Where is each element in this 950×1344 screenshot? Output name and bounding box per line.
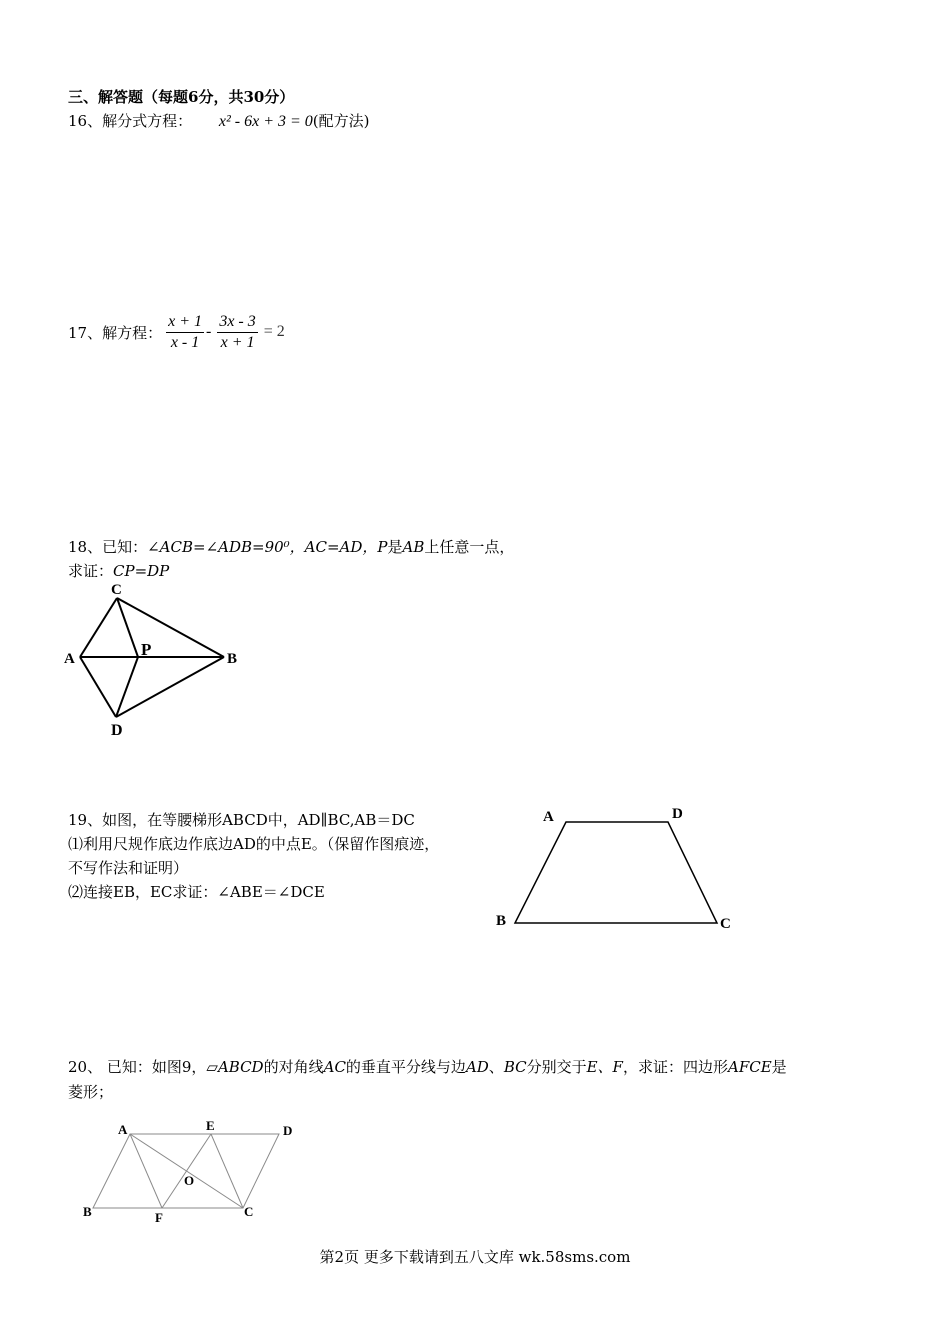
q18-segment-pd	[116, 657, 138, 717]
q18-label-a: A	[64, 651, 75, 667]
q18-prefix: 18、已知：	[68, 538, 148, 556]
q17-frac2-denominator: x + 1	[220, 333, 255, 351]
q19-line-4: ⑵连接EB，EC求证：∠ABE＝∠DCE	[68, 883, 325, 901]
q18-segment-ad	[80, 657, 116, 717]
q17-frac1-denominator: x - 1	[170, 333, 200, 351]
q20-text-e: 是	[771, 1058, 787, 1076]
q18-given: ∠ACB=∠ADB=90⁰，AC=AD，P	[147, 538, 388, 556]
q16-note: (配方法)	[312, 112, 370, 130]
q20-parallelogram-figure	[80, 1118, 310, 1228]
q20-text-b: 的垂直平分线与边	[345, 1058, 466, 1076]
q20-label-o: O	[184, 1173, 195, 1188]
question-18-line-1	[68, 536, 514, 557]
q20-label-b: B	[83, 1204, 92, 1219]
q16-label: 16、解分式方程：	[68, 112, 193, 130]
q17-rhs: = 2	[263, 323, 285, 340]
q20-prefix: 20、 已知：如图9，	[68, 1058, 207, 1076]
question-19	[68, 808, 439, 904]
q18-segment-ac	[80, 598, 117, 657]
q19-line-1: 19、如图，在等腰梯形ABCD中，AD∥BC,AB＝DC	[68, 811, 415, 829]
q20-parallelogram: ▱ABCD	[206, 1058, 264, 1076]
q20-label-e: E	[206, 1118, 215, 1133]
q18-label-d: D	[111, 722, 123, 739]
question-16	[68, 110, 370, 131]
q19-trapezoid	[515, 822, 717, 923]
q18-label-c: C	[111, 582, 122, 598]
q18-ab: AB	[402, 538, 425, 556]
question-17	[68, 309, 285, 355]
q18-label-b: B	[227, 651, 238, 667]
q19-line-2: ⑴利用尺规作底边作底边AD的中点E。（保留作图痕迹，	[68, 835, 440, 853]
q19-trapezoid-figure	[490, 800, 740, 940]
q20-ef: E、F	[586, 1058, 623, 1076]
q17-frac1-numerator: x + 1	[166, 312, 204, 333]
q20-ad: AD	[465, 1058, 489, 1076]
q16-equation: x² - 6x + 3 = 0	[218, 113, 313, 130]
q20-text-a: 的对角线	[263, 1058, 324, 1076]
q20-afce: AFCE	[727, 1058, 772, 1076]
q19-label-a: A	[543, 809, 554, 825]
q20-bc: BC	[503, 1058, 527, 1076]
q20-text-d: ，求证：四边形	[622, 1058, 728, 1076]
q20-sep: 、	[488, 1058, 504, 1076]
q20-label-a: A	[118, 1122, 128, 1137]
q20-segment-ec	[211, 1134, 243, 1208]
q18-prove: CP=DP	[113, 562, 170, 580]
q20-label-f: F	[155, 1210, 163, 1225]
q18-prove-label: 求证：	[68, 562, 114, 580]
q20-segment-ef	[162, 1134, 211, 1208]
q18-label-p: P	[141, 640, 152, 659]
q17-fraction-1	[166, 312, 204, 353]
q20-ac: AC	[323, 1058, 346, 1076]
q20-segment-af	[130, 1134, 162, 1208]
q18-suffix: 上任意一点，	[424, 538, 515, 556]
q19-label-c: C	[720, 916, 731, 932]
q18-figure	[60, 578, 250, 743]
q17-fraction-2	[217, 312, 257, 353]
section-title: 三、解答题（每题6分，共30分）	[68, 88, 295, 106]
q19-label-b: B	[496, 913, 507, 929]
q20-text-c: 分别交于	[526, 1058, 587, 1076]
q17-label: 17、解方程：	[68, 323, 163, 342]
q18-segment-db	[116, 657, 224, 717]
q17-frac2-numerator: 3x - 3	[217, 312, 257, 333]
page-footer: 第2页 更多下载请到五八文库 wk.58sms.com	[319, 1248, 631, 1266]
q20-label-d: D	[283, 1123, 293, 1138]
q18-segment-cb	[117, 598, 224, 657]
q18-mid: 是	[387, 538, 403, 556]
q20-label-c: C	[244, 1204, 254, 1219]
question-20-line-1	[68, 1056, 787, 1077]
q19-line-3: 不写作法和证明）	[68, 859, 189, 877]
q19-label-d: D	[672, 806, 683, 822]
question-20-line-2: 菱形；	[68, 1083, 114, 1101]
q17-minus: -	[206, 323, 212, 340]
